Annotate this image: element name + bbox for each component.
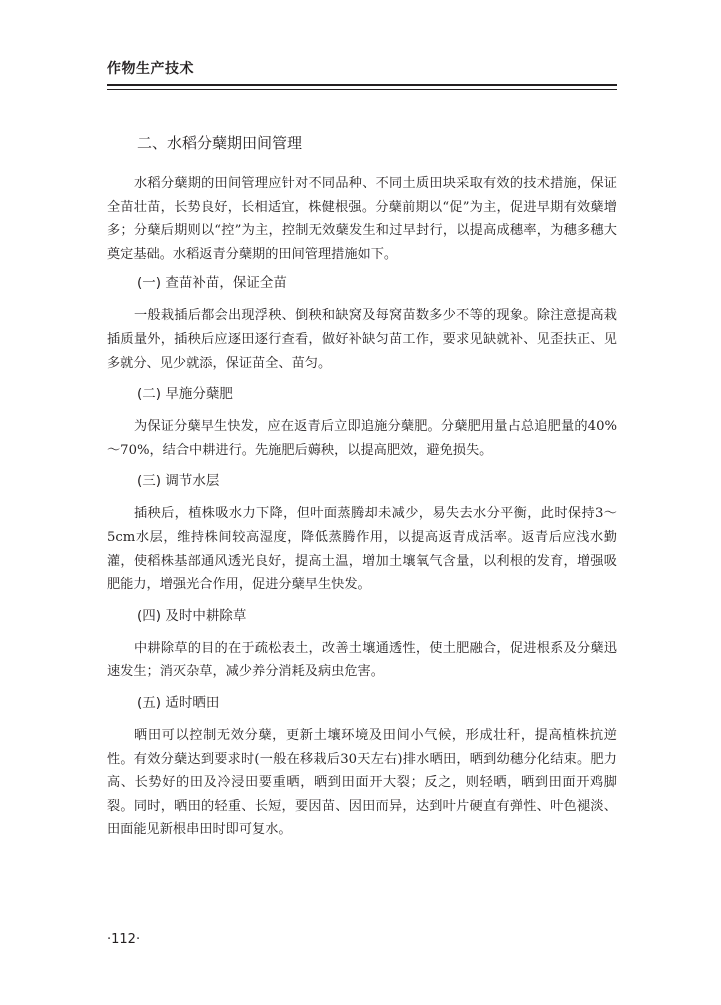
subsection-title-1: (一) 查苗补苗，保证全苗 [137,275,287,292]
header-rule-thick [107,84,617,86]
section-intro: 水稻分蘖期的田间管理应针对不同品种、不同土质田块采取有效的技术措施，保证全苗壮苗，长势良好，长相适宜，株健根强。分蘖前期以“促”为主，促进早期有效蘖增多；分蘖后期则以“控”为主，控制无效蘖发生和过早封行，以提高成穗率，为穗多穗大奠定基础。水稻返青分蘖期的田间管理措施如下。 [107,176,617,262]
subsection-body-4: 中耕除草的目的在于疏松表土，改善土壤通透性，使土肥融合，促进根系及分蘖迅速发生；消灭杂草，减少养分消耗及病虫危害。 [107,640,617,680]
subsection-body-2: 为保证分蘖早生快发，应在返青后立即追施分蘖肥。分蘖肥用量占总追肥量的40%～70%，结合中耕进行。先施肥后薅秧，以提高肥效，避免损失。 [107,419,617,458]
subsection-title-4: (四) 及时中耕除草 [137,607,247,624]
subsection-title-3: (三) 调节水层 [137,473,220,490]
header-rule-thin [107,89,617,90]
running-header-title: 作物生产技术 [107,61,194,77]
section-title: 二、水稻分蘖期田间管理 [137,134,303,152]
page-number: ·112· [107,932,141,947]
subsection-body-3: 插秧后，植株吸水力下降，但叶面蒸腾却未减少，易失去水分平衡，此时保持3～5cm水层，维持株间较高湿度，降低蒸腾作用，以提高返青成活率。返青后应浅水勤灌，使稻株基部通风透光良好，提高土温，增加土壤氧气含量，以利根的发育，增强吸肥能力，增强光合作用，促进分蘖早生快发。 [107,506,617,593]
subsection-title-5: (五) 适时晒田 [137,694,220,711]
page-content [107,132,617,842]
subsection-body-5: 晒田可以控制无效分蘖，更新土壤环境及田间小气候，形成壮秆，提高植株抗逆性。有效分蘖达到要求时(一般在移栽后30天左右)排水晒田，晒到幼穗分化结束。肥力高、长势好的田及冷浸田要重晒，晒到田面开大裂；反之，则轻晒，晒到田面开鸡脚裂。同时，晒田的轻重、长短，要因苗、因田而异，达到叶片硬直有弹性、叶色褪淡、田面能见新根串田时即可复水。 [107,727,617,838]
subsection-body-1: 一般栽插后都会出现浮秧、倒秧和缺窝及每窝苗数多少不等的现象。除注意提高栽插质量外，插秧后应逐田逐行查看，做好补缺匀苗工作，要求见缺就补、见歪扶正、见多就分、见少就添，保证苗全、苗匀。 [107,308,617,371]
subsection-title-2: (二) 早施分蘖肥 [137,386,233,403]
